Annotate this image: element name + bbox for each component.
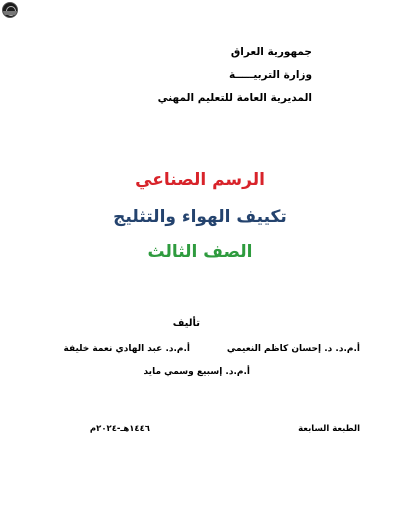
author-2: أ.م.د. د. إحسان كاظم النعيمي bbox=[226, 344, 360, 354]
publication-year: ١٤٤٦هـ-٢٠٢٤م bbox=[89, 424, 150, 434]
edition-label: الطبعة السابعة bbox=[298, 424, 360, 434]
author-1: أ.م.د. عبد الهادي نعمة خليفة bbox=[63, 344, 190, 354]
publisher-logo bbox=[2, 2, 18, 18]
header-ministry: وزارة التربيـــــة bbox=[229, 69, 312, 81]
author-3: أ.م.د. إسبيع وسمي مايد bbox=[143, 367, 250, 377]
book-subject: تكييف الهواء والتثليج bbox=[113, 207, 287, 227]
authors-heading: تأليف bbox=[172, 318, 200, 329]
header-country: جمهورية العراق bbox=[230, 46, 312, 58]
book-grade: الصف الثالث bbox=[147, 242, 253, 262]
header-directorate: المديرية العامة للتعليم المهني bbox=[157, 92, 312, 104]
book-title: الرسم الصناعي bbox=[135, 170, 265, 190]
